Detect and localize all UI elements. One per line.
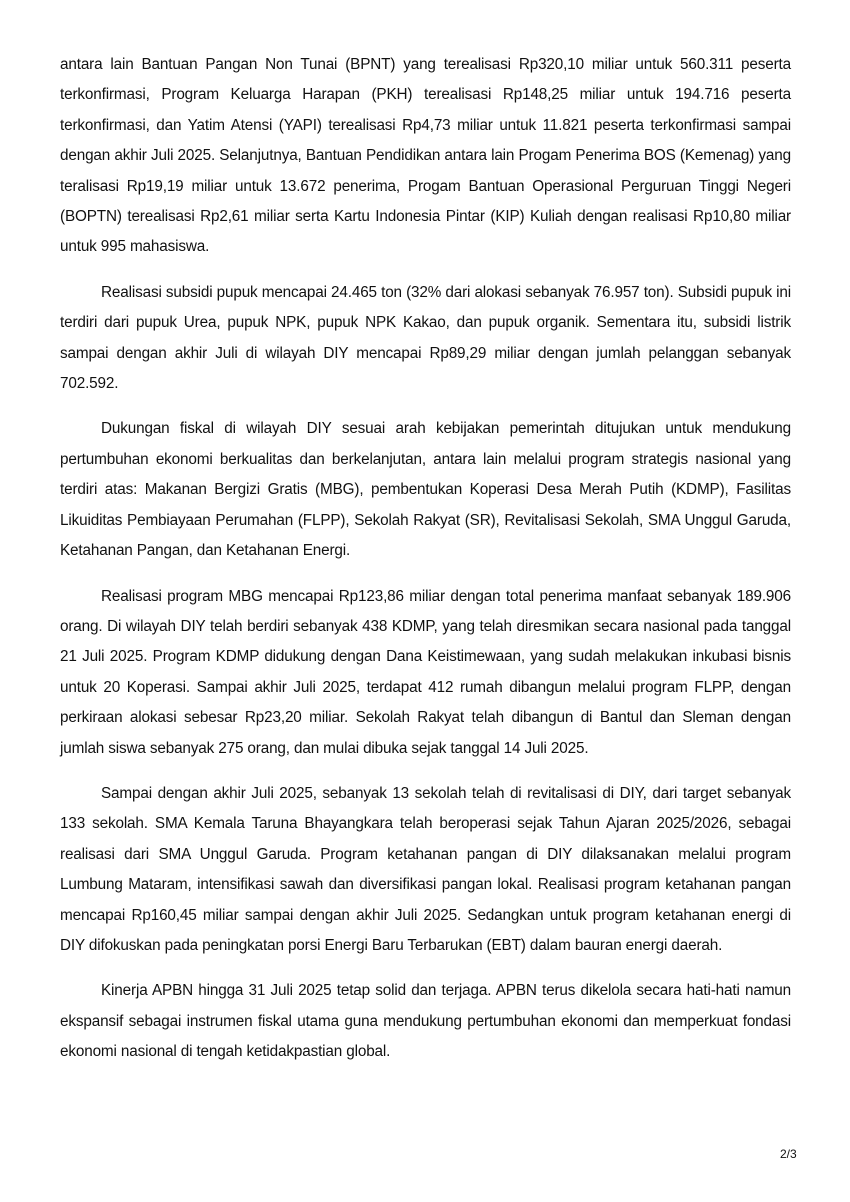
paragraph-social-assistance: antara lain Bantuan Pangan Non Tunai (BPNT) yang terealisasi Rp320,10 miliar untuk 560.311 peserta terkonfirmasi, Program Keluarga Harapan (PKH) terealisasi Rp148,25 miliar untuk 194.716 peserta terkonfirmasi, dan Yatim Atensi (YAPI) terealisasi Rp4,73 miliar untuk 11.821 peserta terkonfirmasi sampai dengan akhir Juli 2025. Selanjutnya, Bantuan Pendidikan antara lain Progam Penerima BOS (Kemenag) yang teralisasi Rp19,19 miliar untuk 13.672 penerima, Progam Bantuan Operasional Perguruan Tinggi Negeri (BOPTN) terealisasi Rp2,61 miliar serta Kartu Indonesia Pintar (KIP) Kuliah dengan realisasi Rp10,80 miliar untuk 995 mahasiswa. <box>60 56 791 256</box>
document-page-body <box>60 50 791 1083</box>
paragraph-fiscal-support: Dukungan fiskal di wilayah DIY sesuai arah kebijakan pemerintah ditujukan untuk mendukung pertumbuhan ekonomi berkualitas dan berkelanjutan, antara lain melalui program strategis nasional yang terdiri atas: Makanan Bergizi Gratis (MBG), pembentukan Koperasi Desa Merah Putih (KDMP), Fasilitas Likuiditas Pembiayaan Perumahan (FLPP), Sekolah Rakyat (SR), Revitalisasi Sekolah, SMA Unggul Garuda, Ketahanan Pangan, dan Ketahanan Energi. <box>60 420 791 560</box>
paragraph-school-revitalization: Sampai dengan akhir Juli 2025, sebanyak 13 sekolah telah di revitalisasi di DIY, dari target sebanyak 133 sekolah. SMA Kemala Taruna Bhayangkara telah beroperasi sejak Tahun Ajaran 2025/2026, sebagai realisasi dari SMA Unggul Garuda. Program ketahanan pangan di DIY dilaksanakan melalui program Lumbung Mataram, intensifikasi sawah dan diversifikasi pangan lokal. Realisasi program ketahanan pangan mencapai Rp160,45 miliar sampai dengan akhir Juli 2025. Sedangkan untuk program ketahanan energi di DIY difokuskan pada peningkatan porsi Energi Baru Terbarukan (EBT) dalam bauran energi daerah. <box>60 784 791 954</box>
paragraph-apbn-performance: Kinerja APBN hingga 31 Juli 2025 tetap solid dan terjaga. APBN terus dikelola secara hati-hati namun ekspansif sebagai instrumen fiskal utama guna mendukung pertumbuhan ekonomi dan memperkuat fondasi ekonomi nasional di tengah ketidakpastian global. <box>60 982 791 1061</box>
paragraph-mbg-kdmp-flpp: Realisasi program MBG mencapai Rp123,86 miliar dengan total penerima manfaat sebanyak 189.906 orang. Di wilayah DIY telah berdiri sebanyak 438 KDMP, yang telah diresmikan secara nasional pada tanggal 21 Juli 2025. Program KDMP didukung dengan Dana Keistimewaan, yang sudah melakukan inkubasi bisnis untuk 20 Koperasi. Sampai akhir Juli 2025, terdapat 412 rumah dibangun melalui program FLPP, dengan perkiraan alokasi sebesar Rp23,20 miliar. Sekolah Rakyat telah dibangun di Bantul dan Sleman dengan jumlah siswa sebanyak 275 orang, dan mulai dibuka sejak tanggal 14 Juli 2025. <box>60 587 791 757</box>
paragraph-subsidies: Realisasi subsidi pupuk mencapai 24.465 ton (32% dari alokasi sebanyak 76.957 ton). Subsidi pupuk ini terdiri dari pupuk Urea, pupuk NPK, pupuk NPK Kakao, dan pupuk organik. Sementara itu, subsidi listrik sampai dengan akhir Juli di wilayah DIY mencapai Rp89,29 miliar dengan jumlah pelanggan sebanyak 702.592. <box>60 283 791 393</box>
page-number: 2/3 <box>780 1147 797 1161</box>
